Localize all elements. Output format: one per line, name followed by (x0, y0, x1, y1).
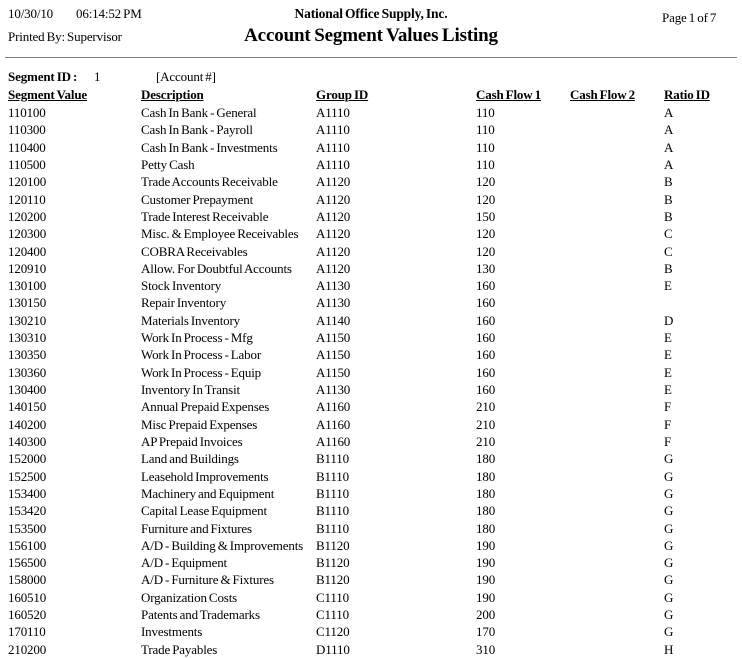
cell-group-id: D1110 (316, 641, 350, 657)
cell-ratio-id: C (664, 243, 673, 259)
cell-description: Furniture and Fixtures (141, 520, 252, 536)
cell-group-id: A1110 (316, 156, 350, 172)
cell-cash-flow-2 (570, 312, 664, 329)
cell-description: Inventory In Transit (141, 382, 241, 397)
cell-cash-flow-2 (570, 243, 664, 260)
table-row (8, 520, 742, 537)
table-row (8, 121, 742, 138)
cell-description: Stock Inventory (141, 278, 222, 294)
cell-description: Organization Costs (141, 589, 238, 605)
cell-group-id: A1150 (316, 347, 351, 363)
cell-ratio-id: E (664, 347, 672, 363)
cell-cash-flow-2 (570, 208, 664, 225)
cell-cash-flow-1: 160 (476, 382, 496, 397)
cell-segment-value: 140150 (8, 399, 47, 415)
cell-ratio-id: G (664, 624, 674, 640)
table-row (8, 364, 742, 381)
cell-group-id: A1160 (316, 399, 351, 415)
cell-segment-value: 120100 (8, 174, 47, 190)
cell-segment-value: 110400 (8, 139, 46, 155)
cell-ratio-id: G (664, 485, 674, 501)
cell-description: COBRA Receivables (141, 243, 248, 259)
cell-group-id: A1120 (316, 226, 351, 242)
cell-ratio-id: B (664, 191, 673, 207)
table-row (8, 381, 742, 398)
cell-description: Allow. For Doubtful Accounts (141, 260, 292, 276)
cell-description: A/D - Furniture & Fixtures (141, 572, 274, 588)
cell-cash-flow-1: 160 (476, 347, 496, 363)
cell-description: Work In Process - Mfg (141, 330, 253, 346)
cell-group-id: A1120 (316, 191, 351, 207)
cell-group-id: A1120 (316, 243, 351, 259)
table-row (8, 208, 742, 225)
cell-group-id: B1110 (316, 485, 349, 501)
table-row (8, 277, 742, 294)
table-row (8, 589, 742, 606)
table-row (8, 260, 742, 277)
cell-ratio-id: D (664, 312, 674, 328)
page-indicator: Page 1 of 7 (662, 10, 717, 25)
cell-description: Investments (141, 624, 203, 640)
report-date: 10/30/10 (8, 6, 54, 21)
table-row (8, 571, 742, 588)
cell-cash-flow-2 (570, 260, 664, 277)
cell-ratio-id: G (664, 520, 674, 536)
cell-segment-value: 120300 (8, 226, 47, 242)
cell-segment-value: 130350 (8, 347, 47, 363)
table-row (8, 329, 742, 346)
cell-description: Materials Inventory (141, 312, 241, 328)
cell-cash-flow-1: 120 (476, 226, 496, 242)
cell-ratio-id: A (664, 122, 674, 138)
cell-segment-value: 153500 (8, 520, 47, 536)
header-divider (5, 57, 737, 58)
cell-ratio-id: G (664, 537, 674, 553)
cell-group-id: B1110 (316, 503, 349, 519)
cell-cash-flow-2 (570, 468, 664, 485)
cell-cash-flow-1: 210 (476, 399, 496, 415)
cell-group-id: A1110 (316, 105, 350, 120)
cell-segment-value: 170110 (8, 624, 46, 640)
cell-segment-value: 152000 (8, 451, 47, 467)
cell-description: Capital Lease Equipment (141, 503, 267, 519)
cell-cash-flow-2 (570, 537, 664, 554)
cell-cash-flow-2 (570, 433, 664, 450)
cell-segment-value: 130100 (8, 278, 47, 294)
printed-by: Printed By: Supervisor (8, 29, 122, 44)
cell-cash-flow-1: 310 (476, 641, 496, 657)
cell-ratio-id: G (664, 555, 674, 571)
cell-ratio-id: G (664, 468, 674, 484)
cell-cash-flow-1: 110 (476, 139, 495, 155)
cell-group-id: B1120 (316, 572, 350, 588)
column-header-description: Description (141, 87, 204, 102)
table-body (8, 104, 742, 658)
cell-cash-flow-2 (570, 502, 664, 519)
cell-group-id: A1130 (316, 278, 351, 294)
cell-description: Land and Buildings (141, 451, 239, 467)
cell-description: Annual Prepaid Expenses (141, 399, 270, 415)
cell-cash-flow-1: 160 (476, 295, 496, 311)
cell-cash-flow-1: 180 (476, 503, 496, 519)
cell-cash-flow-2 (570, 364, 664, 381)
cell-description: Machinery and Equipment (141, 485, 275, 501)
cell-segment-value: 120200 (8, 208, 47, 224)
report-title: Account Segment Values Listing (244, 25, 498, 46)
cell-ratio-id: F (664, 433, 672, 449)
cell-segment-value: 130310 (8, 330, 47, 346)
cell-cash-flow-2 (570, 485, 664, 502)
table-row (8, 537, 742, 554)
cell-group-id: B1120 (316, 537, 350, 553)
cell-ratio-id: G (664, 503, 674, 519)
cell-group-id: C1110 (316, 607, 349, 623)
cell-ratio-id: A (664, 156, 674, 172)
cell-description: Cash In Bank - General (141, 105, 257, 120)
cell-cash-flow-2 (570, 156, 664, 173)
cell-group-id: A1120 (316, 260, 351, 276)
cell-group-id: A1130 (316, 382, 351, 397)
cell-segment-value: 130360 (8, 364, 47, 380)
cell-cash-flow-2 (570, 173, 664, 190)
cell-description: Petty Cash (141, 156, 195, 172)
cell-description: Misc. & Employee Receivables (141, 226, 299, 242)
table-row (8, 225, 742, 242)
column-header-group-id: Group ID (316, 87, 369, 102)
cell-description: Work In Process - Labor (141, 347, 262, 363)
cell-ratio-id: G (664, 572, 674, 588)
cell-segment-value: 153420 (8, 503, 47, 519)
cell-segment-value: 160520 (8, 607, 47, 623)
company-name: National Office Supply, Inc. (294, 6, 448, 21)
cell-description: Cash In Bank - Investments (141, 139, 278, 155)
cell-segment-value: 120910 (8, 260, 47, 276)
cell-cash-flow-1: 160 (476, 364, 496, 380)
cell-segment-value: 158000 (8, 572, 47, 588)
cell-cash-flow-2 (570, 381, 664, 398)
table-row (8, 191, 742, 208)
table-header-row (8, 87, 742, 103)
cell-cash-flow-1: 150 (476, 208, 496, 224)
cell-cash-flow-1: 210 (476, 416, 496, 432)
cell-description: Trade Interest Receivable (141, 208, 269, 224)
table-row (8, 485, 742, 502)
table-row (8, 398, 742, 415)
table-row (8, 502, 742, 519)
cell-ratio-id: H (664, 641, 674, 657)
table-row (8, 104, 742, 121)
cell-cash-flow-2 (570, 571, 664, 588)
cell-description: Repair Inventory (141, 295, 227, 311)
cell-group-id: A1150 (316, 364, 351, 380)
cell-cash-flow-2 (570, 589, 664, 606)
cell-group-id: A1120 (316, 174, 351, 190)
cell-segment-value: 120400 (8, 243, 47, 259)
cell-ratio-id (664, 294, 742, 311)
cell-ratio-id: E (664, 382, 672, 397)
cell-cash-flow-2 (570, 416, 664, 433)
cell-description: Customer Prepayment (141, 191, 254, 207)
cell-cash-flow-2 (570, 329, 664, 346)
table-row (8, 554, 742, 571)
table-row (8, 294, 742, 311)
cell-cash-flow-2 (570, 294, 664, 311)
cell-ratio-id: E (664, 330, 672, 346)
cell-cash-flow-2 (570, 139, 664, 156)
cell-segment-value: 140300 (8, 433, 47, 449)
cell-cash-flow-1: 110 (476, 105, 495, 120)
cell-description: A/D - Equipment (141, 555, 228, 571)
cell-group-id: C1110 (316, 589, 349, 605)
cell-cash-flow-1: 210 (476, 433, 496, 449)
cell-cash-flow-1: 110 (476, 122, 495, 138)
cell-ratio-id: G (664, 451, 674, 467)
cell-segment-value: 120110 (8, 191, 46, 207)
cell-group-id: A1110 (316, 122, 350, 138)
cell-segment-value: 110100 (8, 105, 46, 120)
cell-group-id: A1110 (316, 139, 350, 155)
cell-cash-flow-1: 180 (476, 468, 496, 484)
cell-cash-flow-2 (570, 520, 664, 537)
cell-group-id: B1120 (316, 555, 350, 571)
cell-ratio-id: E (664, 278, 672, 294)
cell-segment-value: 156100 (8, 537, 47, 553)
cell-segment-value: 152500 (8, 468, 47, 484)
cell-segment-value: 156500 (8, 555, 47, 571)
column-header-segment-value: Segment Value (8, 87, 88, 102)
cell-ratio-id: G (664, 589, 674, 605)
cell-cash-flow-1: 110 (476, 156, 495, 172)
cell-description: Cash In Bank - Payroll (141, 122, 253, 138)
cell-description: Leasehold Improvements (141, 468, 269, 484)
cell-cash-flow-1: 160 (476, 330, 496, 346)
cell-group-id: A1130 (316, 295, 351, 311)
column-header-ratio-id: Ratio ID (664, 87, 710, 102)
cell-cash-flow-2 (570, 191, 664, 208)
cell-cash-flow-1: 180 (476, 451, 496, 467)
cell-cash-flow-1: 170 (476, 624, 496, 640)
cell-group-id: A1140 (316, 312, 351, 328)
cell-ratio-id: B (664, 260, 673, 276)
cell-cash-flow-1: 200 (476, 607, 496, 623)
table-row (8, 346, 742, 363)
column-header-cash-flow-2: Cash Flow 2 (570, 87, 635, 102)
cell-segment-value: 110300 (8, 122, 46, 138)
cell-group-id: B1110 (316, 451, 349, 467)
cell-cash-flow-2 (570, 277, 664, 294)
cell-cash-flow-2 (570, 554, 664, 571)
table-row (8, 139, 742, 156)
cell-ratio-id: C (664, 226, 673, 242)
cell-cash-flow-1: 190 (476, 572, 496, 588)
cell-segment-value: 110500 (8, 156, 46, 172)
cell-group-id: A1160 (316, 416, 351, 432)
cell-segment-value: 153400 (8, 485, 47, 501)
cell-description: A/D - Building & Improvements (141, 537, 304, 553)
table-row (8, 468, 742, 485)
cell-ratio-id: F (664, 416, 672, 432)
cell-cash-flow-2 (570, 121, 664, 138)
cell-description: Patents and Trademarks (141, 607, 260, 623)
cell-ratio-id: A (664, 139, 674, 155)
cell-segment-value: 130210 (8, 312, 47, 328)
cell-group-id: B1110 (316, 468, 349, 484)
cell-cash-flow-2 (570, 606, 664, 623)
table-row (8, 156, 742, 173)
cell-cash-flow-1: 160 (476, 312, 496, 328)
table-row (8, 623, 742, 640)
table-row (8, 433, 742, 450)
cell-cash-flow-2 (570, 225, 664, 242)
cell-description: Trade Accounts Receivable (141, 174, 278, 190)
cell-segment-value: 130150 (8, 295, 47, 311)
report-time: 06:14:52 PM (76, 6, 142, 21)
cell-description: Misc Prepaid Expenses (141, 416, 258, 432)
cell-group-id: B1110 (316, 520, 349, 536)
column-header-cash-flow-1: Cash Flow 1 (476, 87, 541, 102)
cell-ratio-id: E (664, 364, 672, 380)
table-row (8, 416, 742, 433)
cell-cash-flow-1: 180 (476, 485, 496, 501)
segment-id-value: 1 (94, 69, 101, 84)
cell-group-id: A1160 (316, 433, 351, 449)
table-row (8, 606, 742, 623)
cell-cash-flow-2 (570, 623, 664, 640)
cell-description: Trade Payables (141, 641, 218, 657)
table-row (8, 641, 742, 658)
cell-group-id: A1120 (316, 208, 351, 224)
cell-cash-flow-2 (570, 346, 664, 363)
table-row (8, 243, 742, 260)
cell-segment-value: 130400 (8, 382, 47, 397)
cell-cash-flow-1: 160 (476, 278, 496, 294)
cell-cash-flow-1: 130 (476, 260, 496, 276)
table-row (8, 312, 742, 329)
cell-description: AP Prepaid Invoices (141, 433, 243, 449)
cell-cash-flow-2 (570, 398, 664, 415)
cell-cash-flow-1: 190 (476, 555, 496, 571)
cell-segment-value: 160510 (8, 589, 47, 605)
cell-cash-flow-1: 120 (476, 191, 496, 207)
cell-group-id: C1120 (316, 624, 350, 640)
cell-segment-value: 140200 (8, 416, 47, 432)
cell-cash-flow-1: 180 (476, 520, 496, 536)
segment-id-label: Segment ID : (8, 69, 78, 84)
cell-ratio-id: F (664, 399, 672, 415)
cell-ratio-id: B (664, 174, 673, 190)
cell-cash-flow-2 (570, 641, 664, 658)
table-row (8, 450, 742, 467)
cell-ratio-id: G (664, 607, 674, 623)
cell-ratio-id: B (664, 208, 673, 224)
cell-ratio-id: A (664, 105, 674, 120)
table-row (8, 173, 742, 190)
cell-segment-value: 210200 (8, 641, 47, 657)
cell-cash-flow-1: 190 (476, 537, 496, 553)
cell-description: Work In Process - Equip (141, 364, 262, 380)
cell-group-id: A1150 (316, 330, 351, 346)
cell-cash-flow-1: 190 (476, 589, 496, 605)
cell-cash-flow-2 (570, 104, 664, 121)
cell-cash-flow-1: 120 (476, 243, 496, 259)
cell-cash-flow-2 (570, 450, 664, 467)
segment-name: [Account #] (156, 69, 216, 84)
cell-cash-flow-1: 120 (476, 174, 496, 190)
